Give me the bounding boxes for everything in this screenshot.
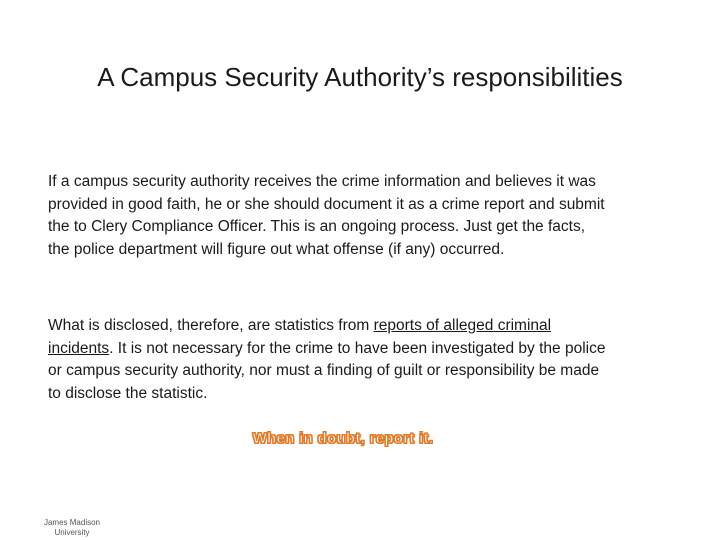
callout-text: When in doubt, report it. [252, 430, 434, 447]
responsibility-paragraph: If a campus security authority receives the crime information and believes it was provided in good faith, he or she should document it as a crime report and submit the to Clery Compliance Officer. This is an ongoing process. Just get the facts, the police department will figure out what offense (if any) occurred. [48, 173, 605, 258]
footer-line-2: University [54, 528, 90, 537]
reports-link[interactable]: reports of alleged criminal incidents [48, 317, 552, 357]
disclosure-paragraph [48, 315, 608, 405]
footer-line-1: James Madison [43, 518, 101, 527]
footer-logo [34, 518, 110, 538]
disclosure-text-before: What is disclosed, therefore, are statistics from [48, 317, 374, 334]
slide-title: A Campus Security Authority’s responsibilities [97, 62, 623, 92]
disclosure-text-after: . It is not necessary for the crime to have been investigated by the police or campus security authority, nor must a finding of guilt or responsibility be made to disclose the statistic. [48, 339, 606, 402]
